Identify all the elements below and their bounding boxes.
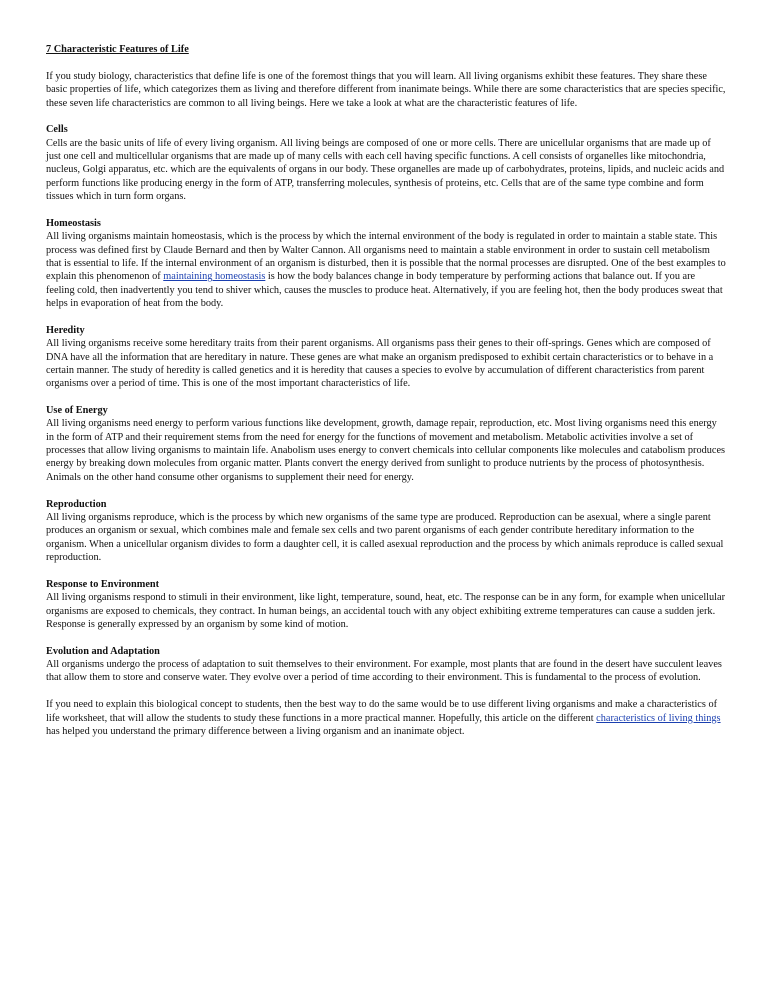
maintaining-homeostasis-link[interactable]: maintaining homeostasis [163,271,266,283]
document-title: 7 Characteristic Features of Life [46,44,189,55]
document-page [46,43,726,752]
characteristics-of-living-things-link[interactable]: characteristics of living things [596,712,721,724]
section-evolution-and-adaptation [46,645,726,685]
section-body: All organisms undergo the process of adaptation to suit themselves to their environment. For example, most plants that are found in the desert have succulent leaves that allow them to store and conserve water. They evolve over a period of time according to their environment. This is fundamental to the process of evolution. [46,659,722,684]
section-heredity [46,324,726,391]
section-heading: Evolution and Adaptation [46,645,160,657]
section-response-to-environment [46,578,726,631]
section-heading: Response to Environment [46,578,160,590]
body-text: has helped you understand the primary difference between a living organism and an inanimate object. [46,725,465,737]
intro-paragraph: If you study biology, characteristics that define life is one of the foremost things that you will learn. All living organisms exhibit these features. They share these basic properties of life, which categorizes them as living and therefore different from inanimate beings. While there are some characteristics that are species specific, these seven life characteristics are common to all living beings. Here we take a look at what are the characteristic features of life. [46,70,726,109]
section-heading: Use of Energy [46,405,108,417]
section-heading: Heredity [46,324,85,336]
section-body [46,230,726,310]
section-heading: Homeostasis [46,217,101,229]
section-body: All living organisms need energy to perform various functions like development, growth, damage repair, reproduction, etc. Most living organisms need this energy in the form of ATP and their requirement stems from the need for energy for the functions of movement and metabolism. Metabolic activities involve a set of processes that allow living organisms to maintain life. Anabolism uses energy to convert chemicals into cellular components like molecules and catabolism produces energy by breaking down molecules from organic matter. Plants convert the energy derived from sunlight to produce nutrients by the process of photosynthesis. Animals on the other hand consume other organisms to supplement their need for energy. [46,418,726,483]
section-body: All living organisms reproduce, which is the process by which new organisms of the same type are produced. Reproduction can be asexual, where a single parent produces an organism or sexual, which combines male and female sex cells and two parent organisms of each gender contribute hereditary information to the organism. When a unicellular organism divides to form a daughter cell, it is called asexual reproduction and the process by which animals reproduce is called sexual reproduction. [46,511,724,563]
body-text: All living organisms maintain homeostasis, which is the process by which the internal environment of the body is regulated in order to maintain a stable state. This process was defined first by Claude Bernard and then by Walter Cannon. All organisms need to maintain a stable environment in order to sustain cell metabolism that is essential to life. If the internal environment of an organism is disturbed, then it is possible that the normal processes are disrupted. One of the best examples to explain this phenomenon of [46,231,726,283]
section-homeostasis [46,217,726,310]
section-use-of-energy [46,404,726,484]
body-text: If you need to explain this biological concept to students, then the best way to do the same would be to use different living organisms and make a characteristics of life worksheet, that will allow the students to study these functions in a more practical manner. Hopefully, this article on the different [46,699,718,724]
conclusion-paragraph [46,698,726,738]
section-body: All living organisms receive some hereditary traits from their parent organisms. All organisms pass their genes to their off-springs. Genes which are composed of DNA have all the information that are hereditary in nature. These genes are what make an organism predisposed to exhibit certain characteristics or to behave in a certain manner. The study of heredity is called genetics and it is heredity that causes a species to evolve by accumulation of different characteristics from parent organisms over a period of time. This is one of the most important characteristics of life. [46,338,714,390]
section-cells [46,123,726,203]
section-body: All living organisms respond to stimuli in their environment, like light, temperature, sound, heat, etc. The response can be in any form, for example when unicellular organisms are exposed to chemicals, they contract. In human beings, an accidental touch with any object exhibiting extreme temperatures can cause a sudden jerk. Response is generally expressed by an organism by some kind of motion. [46,592,726,630]
section-body: Cells are the basic units of life of every living organism. All living beings are composed of one or more cells. There are unicellular organisms that are made up of just one cell and multicellular organisms that are made up of many cells with each cell having specific functions. A cell consists of organelles like mitochondria, nucleus, Golgi apparatus, etc. which are the equivalents of organs in our body. These organelles are made up of carbohydrates, proteins, lipids, and nucleic acids and perform functions like producing energy in the form of ATP, transferring molecules, synthesis of proteins, etc. Cells that are of the same type combine and form tissues which in turn form organs. [46,137,725,203]
body-text: is how the body balances change in body temperature by performing actions that balance out. If you are feeling cold, then inadvertently you tend to shiver which, causes the muscles to produce heat. Alternatively, if you are feeling hot, then the body produces sweat that helps in evaporation of heat from the body. [46,271,723,309]
section-heading: Reproduction [46,498,107,510]
section-heading: Cells [46,124,68,136]
section-reproduction [46,498,726,565]
